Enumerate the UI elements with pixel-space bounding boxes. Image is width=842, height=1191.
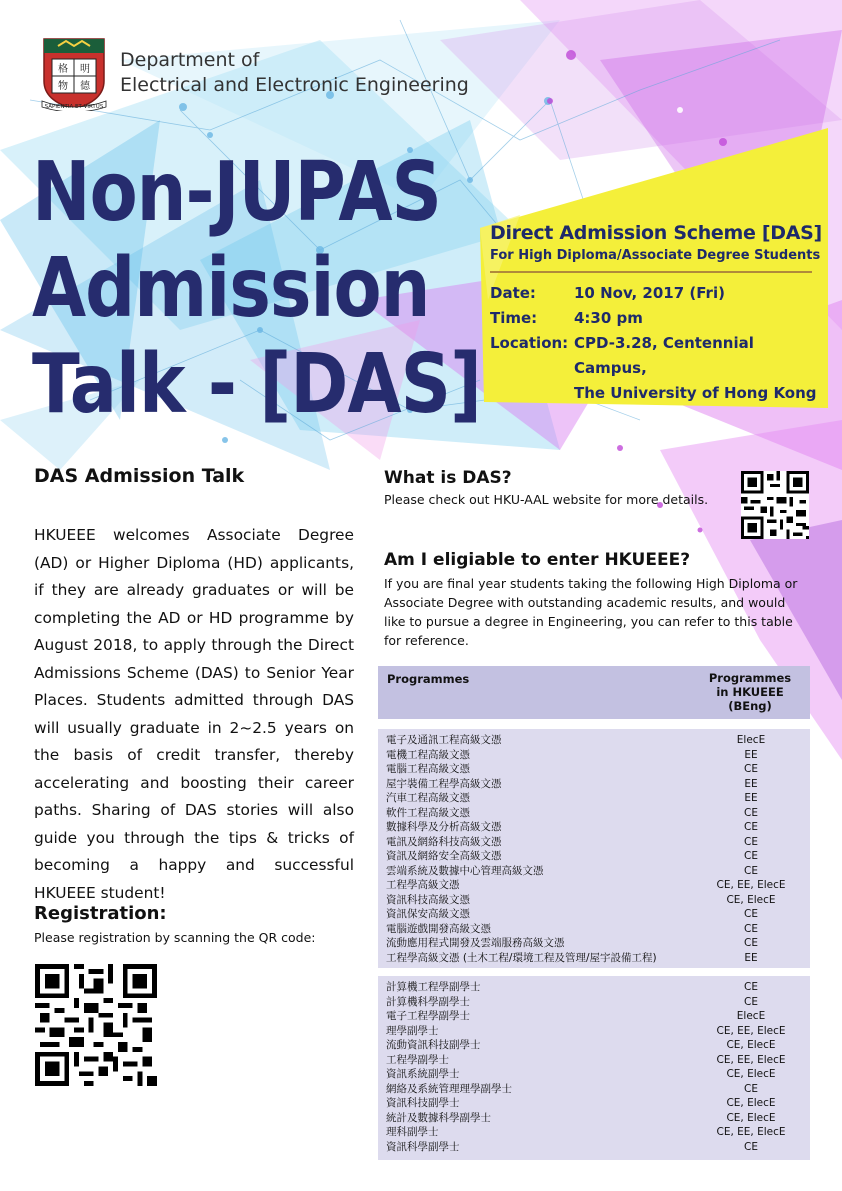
event-title — [32, 144, 481, 432]
programme-name: 資訊科技高級文憑 — [386, 893, 470, 906]
hkueee-programme: CE — [744, 1140, 758, 1153]
title-line-2: Admission — [32, 239, 430, 336]
svg-text:德: 德 — [80, 81, 90, 92]
event-info-box — [490, 222, 820, 406]
programme-name: 數據科學及分析高級文憑 — [386, 821, 502, 833]
hkueee-programme: CE — [744, 806, 758, 819]
date-label: Date: — [490, 284, 536, 302]
programme-name: 理學副學士 — [386, 1024, 439, 1037]
what-is-das-text: Please check out HKU-AAL website for more details. — [384, 492, 709, 507]
date-value: 10 Nov, 2017 (Fri) — [574, 284, 725, 302]
table-row — [378, 1038, 810, 1053]
info-location-row — [490, 331, 820, 406]
table-row — [378, 936, 810, 951]
hkueee-programme: CE — [744, 821, 758, 833]
table-row — [378, 951, 810, 966]
header-line-3: (BEng) — [728, 699, 772, 713]
location-value — [574, 331, 820, 406]
table-row — [378, 777, 810, 792]
programme-name: 雲端系統及數據中心管理高級文憑 — [386, 864, 544, 877]
programme-name: 電腦工程高級文憑 — [386, 763, 470, 775]
hkueee-programme: CE — [744, 864, 758, 877]
what-is-das-heading: What is DAS? — [384, 468, 512, 488]
programmes-table — [378, 666, 810, 1160]
header-programmes: Programmes — [387, 672, 470, 686]
hkueee-programme: CE, EE, ElecE — [716, 879, 786, 891]
programme-name: 工程學高級文憑 — [386, 879, 460, 891]
table-row — [378, 1053, 810, 1068]
programme-name: 電子工程學副學士 — [386, 1010, 470, 1022]
hkueee-programme: CE — [744, 981, 758, 993]
location-line-1: CPD-3.28, Centennial Campus, — [574, 334, 754, 377]
higher-diploma-section — [378, 729, 810, 968]
table-row — [378, 762, 810, 777]
hkueee-programme: CE — [744, 850, 758, 862]
table-row — [378, 806, 810, 821]
hku-aal-qr-code[interactable] — [741, 471, 809, 539]
hkueee-programme: CE — [744, 922, 758, 935]
hkueee-programme: CE, ElecE — [726, 893, 776, 906]
header-line-1: Programmes — [708, 671, 792, 685]
table-row — [378, 748, 810, 763]
svg-text:明: 明 — [80, 64, 90, 75]
hkueee-programme: CE — [744, 1082, 758, 1095]
svg-text:物: 物 — [58, 81, 68, 92]
programme-name: 工程學高級文憑 (土木工程/環境工程及管理/屋宇設備工程) — [386, 951, 657, 964]
hkueee-programme: CE — [744, 995, 758, 1008]
table-row — [378, 791, 810, 806]
hkueee-programme: ElecE — [736, 734, 766, 746]
hkueee-programme: EE — [744, 951, 758, 964]
hkueee-programme: ElecE — [736, 1010, 766, 1022]
location-label: Location: — [490, 334, 569, 352]
hku-crest-logo — [38, 35, 110, 111]
registration-heading: Registration: — [34, 903, 167, 924]
programme-name: 統計及數據科學副學士 — [386, 1111, 491, 1124]
info-date-row — [490, 281, 820, 306]
table-row — [378, 922, 810, 937]
das-talk-heading: DAS Admission Talk — [34, 465, 245, 487]
location-line-2: The University of Hong Kong — [574, 384, 817, 402]
table-row — [378, 893, 810, 908]
programme-name: 資訊科技副學士 — [386, 1097, 460, 1109]
table-row — [378, 849, 810, 864]
table-header — [378, 666, 810, 719]
table-row — [378, 980, 810, 995]
hkueee-programme: CE — [744, 835, 758, 848]
hkueee-programme: CE, EE, ElecE — [716, 1024, 786, 1037]
programme-name: 電訊及網絡科技高級文憑 — [386, 835, 502, 848]
table-row — [378, 835, 810, 850]
programme-name: 資訊系統副學士 — [386, 1068, 460, 1080]
table-row — [378, 1111, 810, 1126]
title-line-3: Talk - [DAS] — [32, 335, 481, 432]
table-row — [378, 1140, 810, 1155]
table-row — [378, 1082, 810, 1097]
info-subtitle: For High Diploma/Associate Degree Students — [490, 248, 821, 263]
table-row — [378, 907, 810, 922]
table-row — [378, 995, 810, 1010]
hkueee-programme: CE, ElecE — [726, 1111, 776, 1124]
registration-qr-code[interactable] — [35, 964, 157, 1086]
hkueee-programme: CE — [744, 763, 758, 775]
hkueee-programme: CE — [744, 937, 758, 949]
programme-name: 計算機科學副學士 — [386, 995, 470, 1008]
info-time-row — [490, 306, 820, 331]
department-line-2: Electrical and Electronic Engineering — [120, 74, 469, 96]
programme-name: 工程學副學士 — [386, 1053, 449, 1066]
table-row — [378, 878, 810, 893]
programme-name: 流動應用程式開發及雲端服務高級文憑 — [386, 937, 565, 949]
table-row — [378, 1096, 810, 1111]
hkueee-programme: EE — [744, 748, 758, 761]
eligibility-text: If you are final year students taking the following High Diploma or Associate Degree with outstanding academic results, and would like to pursue a degree in Engineering, you can refer to this table for reference. — [384, 576, 798, 648]
info-title: Direct Admission Scheme [DAS] — [490, 222, 822, 244]
title-line-1: Non-JUPAS — [32, 144, 441, 240]
programme-name: 網絡及系統管理理學副學士 — [386, 1082, 512, 1095]
time-label: Time: — [490, 309, 538, 327]
department-name — [120, 48, 469, 98]
programme-name: 計算機工程學副學士 — [386, 981, 481, 993]
programme-name: 理科副學士 — [386, 1126, 439, 1138]
programme-name: 軟件工程高級文憑 — [386, 806, 470, 819]
header-line-2: in HKUEEE — [716, 685, 784, 699]
svg-text:格: 格 — [58, 64, 68, 75]
table-row — [378, 1067, 810, 1082]
table-row — [378, 733, 810, 748]
table-row — [378, 1024, 810, 1039]
associate-degree-section — [378, 976, 810, 1160]
time-value: 4:30 pm — [574, 309, 643, 327]
registration-text: Please registration by scanning the QR code: — [34, 930, 316, 945]
hkueee-programme: EE — [744, 777, 758, 790]
programme-name: 電機工程高級文憑 — [386, 748, 470, 761]
das-talk-paragraph: HKUEEE welcomes Associate Degree (AD) or Higher Diploma (HD) applicants, if they are already graduates or will be completing the AD or HD programme by August 2018, to apply through the Direct Admissions Scheme (DAS) to Senior Year Places. Students admitted through DAS will usually graduate in 2~2.5 years on the basis of credit transfer, thereby accelerating and boosting their career paths. Sharing of DAS stories will also guide you through the tips & tricks of becoming a happy and successful HKUEEE student! — [34, 526, 354, 902]
hkueee-programme: CE, EE, ElecE — [716, 1126, 786, 1138]
programme-name: 汽車工程高級文憑 — [386, 792, 470, 804]
hkueee-programme: CE, ElecE — [726, 1039, 776, 1051]
header-hkueee-programmes — [700, 671, 800, 713]
hkueee-programme: EE — [744, 792, 758, 804]
table-row — [378, 1125, 810, 1140]
programme-name: 資訊保安高級文憑 — [386, 908, 470, 920]
hkueee-programme: CE — [744, 908, 758, 920]
info-divider — [490, 271, 812, 273]
table-row — [378, 820, 810, 835]
programme-name: 資訊科學副學士 — [386, 1140, 460, 1153]
table-row — [378, 864, 810, 879]
svg-text:SAPIENTIA ET VIRTUS: SAPIENTIA ET VIRTUS — [44, 104, 104, 110]
programme-name: 電腦遊戲開發高級文憑 — [386, 922, 491, 935]
hkueee-programme: CE, ElecE — [726, 1097, 776, 1109]
hkueee-programme: CE, EE, ElecE — [716, 1053, 786, 1066]
programme-name: 資訊及網絡安全高級文憑 — [386, 850, 502, 862]
table-row — [378, 1009, 810, 1024]
hkueee-programme: CE, ElecE — [726, 1068, 776, 1080]
eligibility-heading: Am I eligiable to enter HKUEEE? — [384, 550, 691, 570]
programme-name: 流動資訊科技副學士 — [386, 1039, 481, 1051]
programme-name: 電子及通訊工程高級文憑 — [386, 734, 502, 746]
programme-name: 屋宇裝備工程學高級文憑 — [386, 777, 502, 790]
department-line-1: Department of — [120, 49, 260, 71]
